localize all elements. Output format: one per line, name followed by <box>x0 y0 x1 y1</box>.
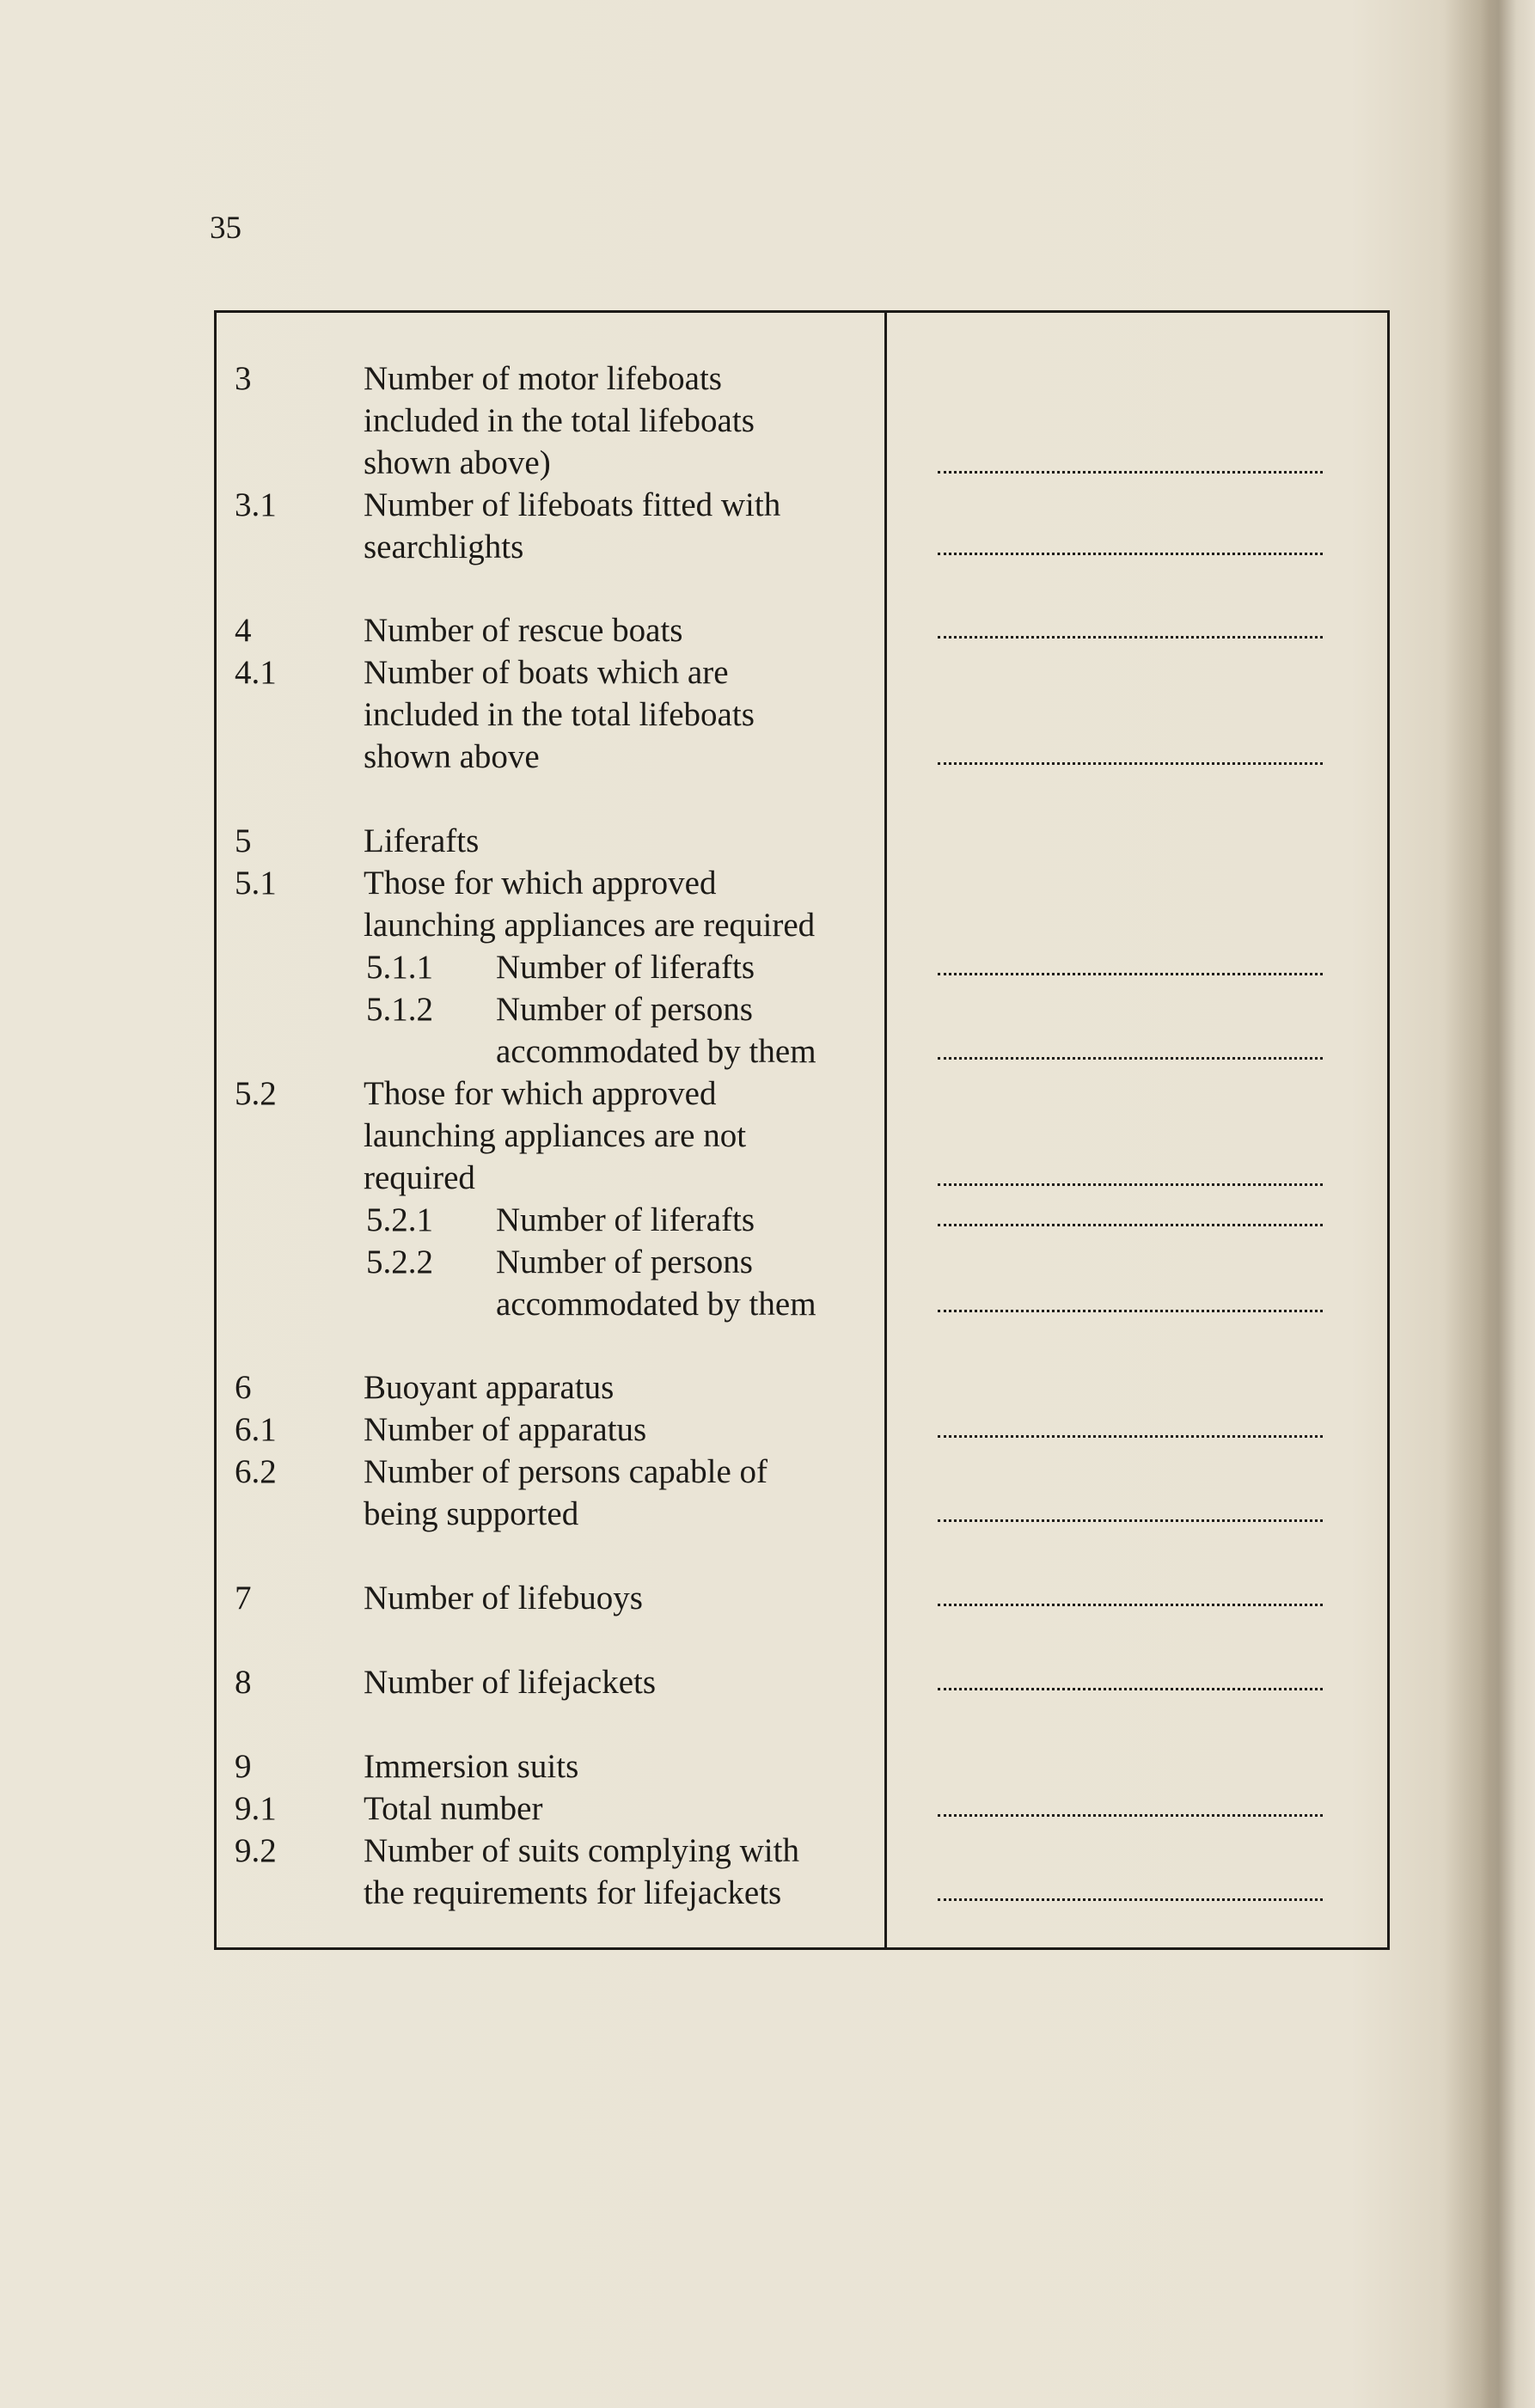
item-label: Number of lifeboats fitted with <box>364 486 781 523</box>
item-label: Liferafts <box>364 822 480 859</box>
entry-line[interactable] <box>938 1183 1323 1186</box>
item-number: 9.1 <box>235 1790 277 1827</box>
page-number: 35 <box>210 211 242 246</box>
item-number: 5.2.2 <box>366 1244 433 1280</box>
item-label: included in the total lifeboats <box>364 696 755 733</box>
item-number: 5.1.2 <box>366 991 433 1028</box>
item-label: shown above <box>364 738 540 775</box>
item-label: Number of boats which are <box>364 654 729 691</box>
entry-line[interactable] <box>938 1519 1323 1522</box>
item-label: launching appliances are not <box>364 1117 747 1154</box>
item-label: Number of persons <box>496 991 753 1028</box>
item-label: Number of lifejackets <box>364 1664 657 1701</box>
item-label: included in the total lifeboats <box>364 402 755 439</box>
item-label: Number of persons <box>496 1244 753 1280</box>
entry-line[interactable] <box>938 1224 1323 1226</box>
item-label: Number of suits complying with <box>364 1832 799 1869</box>
item-number: 3.1 <box>235 486 277 523</box>
item-label: Number of apparatus <box>364 1411 647 1448</box>
entry-line[interactable] <box>938 471 1323 474</box>
item-number: 8 <box>235 1664 252 1701</box>
item-label: Number of motor lifeboats <box>364 360 722 397</box>
item-label: Immersion suits <box>364 1748 579 1785</box>
item-number: 6.1 <box>235 1411 277 1448</box>
item-number: 4 <box>235 612 252 649</box>
item-number: 6.2 <box>235 1453 277 1490</box>
item-label: accommodated by them <box>496 1033 816 1070</box>
entry-line[interactable] <box>938 1688 1323 1690</box>
item-label: Number of lifebuoys <box>364 1580 643 1617</box>
column-divider <box>884 313 887 1947</box>
item-number: 6 <box>235 1369 252 1406</box>
item-number: 9 <box>235 1748 252 1785</box>
item-number: 5.1.1 <box>366 949 433 986</box>
item-number: 5.2.1 <box>366 1201 433 1238</box>
item-number: 9.2 <box>235 1832 277 1869</box>
item-label: Number of liferafts <box>496 1201 755 1238</box>
entry-line[interactable] <box>938 636 1323 639</box>
entry-line[interactable] <box>938 762 1323 765</box>
item-number: 4.1 <box>235 654 277 691</box>
lifesaving-appliances-form <box>214 310 1390 1950</box>
item-number: 5.2 <box>235 1075 277 1112</box>
item-number: 7 <box>235 1580 252 1617</box>
item-label: accommodated by them <box>496 1286 816 1323</box>
item-number: 5 <box>235 822 252 859</box>
entry-line[interactable] <box>938 1814 1323 1817</box>
item-label: shown above) <box>364 444 551 481</box>
item-label: Total number <box>364 1790 543 1827</box>
item-number: 3 <box>235 360 252 397</box>
entry-line[interactable] <box>938 1898 1323 1901</box>
item-label: Number of rescue boats <box>364 612 683 649</box>
item-label: Those for which approved <box>364 865 717 901</box>
item-label: the requirements for lifejackets <box>364 1874 782 1911</box>
item-label: Those for which approved <box>364 1075 717 1112</box>
item-label: Number of persons capable of <box>364 1453 768 1490</box>
entry-line[interactable] <box>938 1604 1323 1606</box>
book-gutter-shadow <box>1444 0 1535 2408</box>
item-label: Number of liferafts <box>496 949 755 986</box>
item-label: Buoyant apparatus <box>364 1369 615 1406</box>
entry-line[interactable] <box>938 1310 1323 1312</box>
entry-line[interactable] <box>938 1435 1323 1438</box>
entry-line[interactable] <box>938 1057 1323 1060</box>
item-number: 5.1 <box>235 865 277 901</box>
item-label: searchlights <box>364 529 524 565</box>
item-label: required <box>364 1159 475 1196</box>
item-label: being supported <box>364 1495 579 1532</box>
entry-line[interactable] <box>938 973 1323 975</box>
item-label: launching appliances are required <box>364 907 816 944</box>
entry-line[interactable] <box>938 553 1323 555</box>
